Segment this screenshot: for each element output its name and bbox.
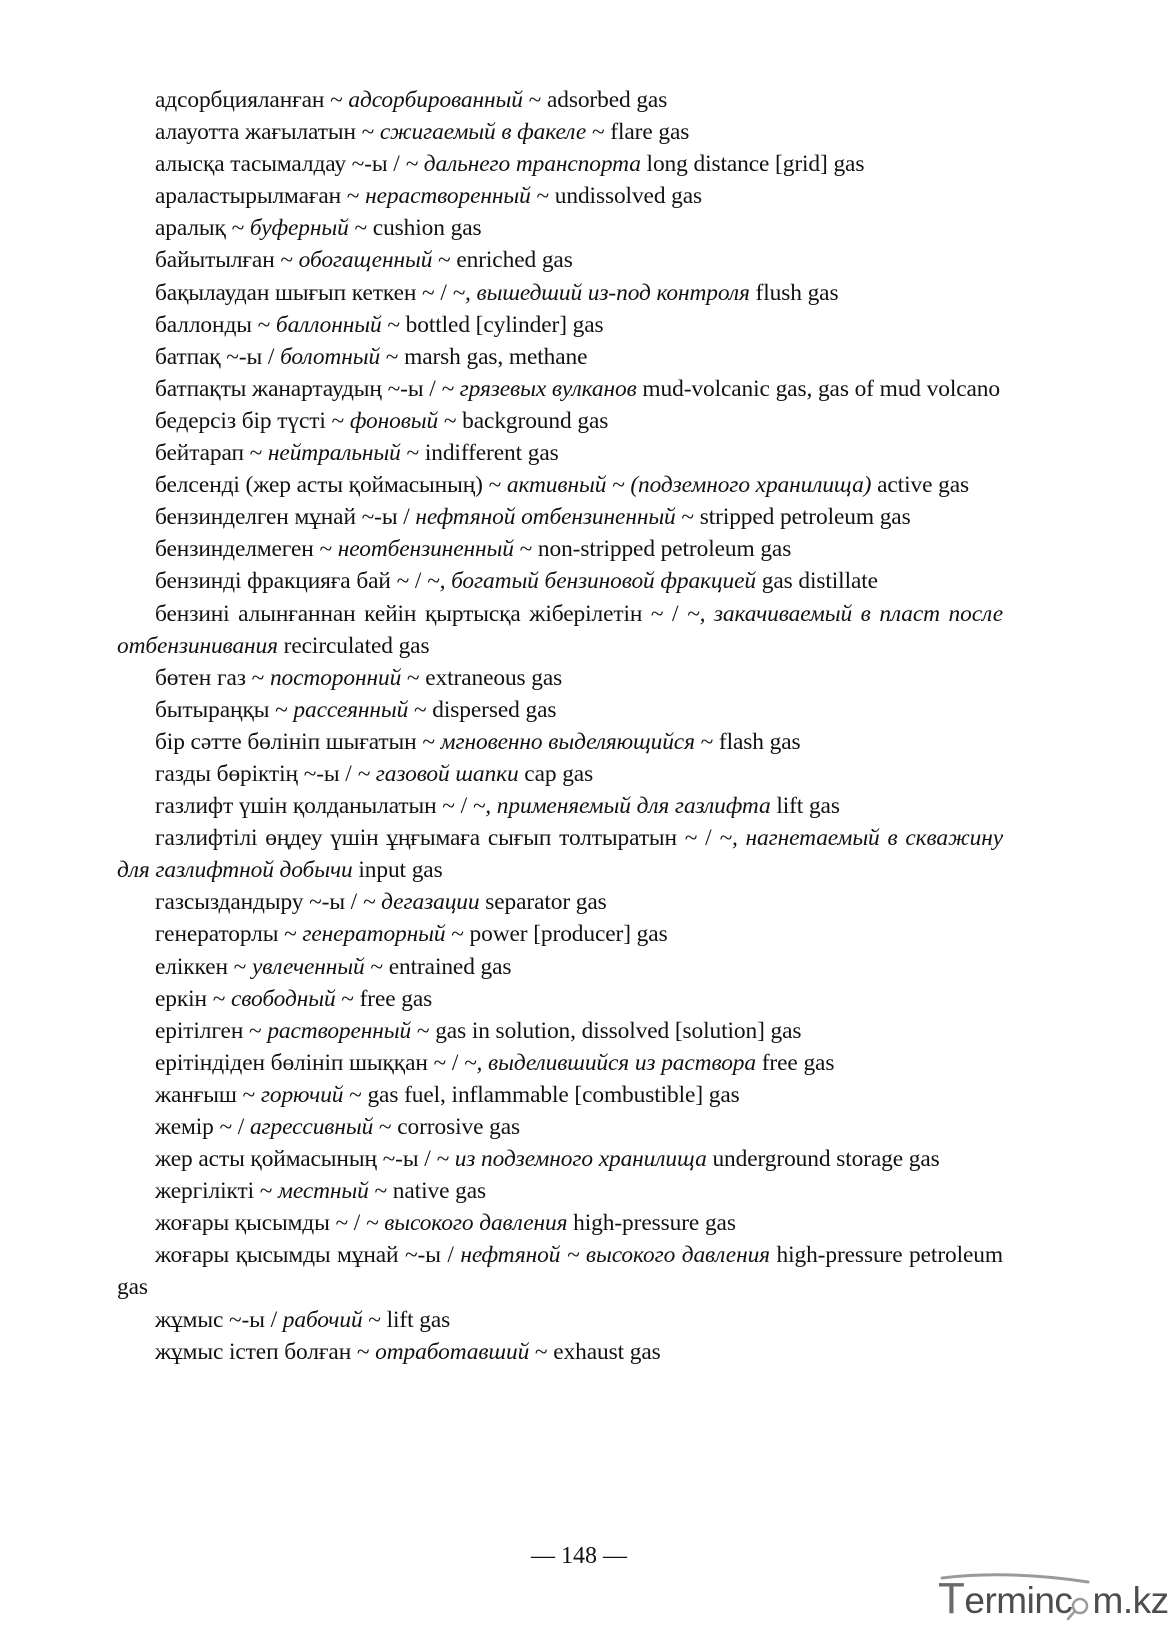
dictionary-entry <box>117 1111 1003 1143</box>
english-term: cap gas <box>518 760 594 787</box>
russian-term: нефтяной отбензиненный <box>415 504 676 531</box>
watermark-initial: T <box>938 1574 965 1623</box>
kazakh-term: адсорбцияланған ~ <box>155 87 349 113</box>
russian-term: увлеченный <box>251 953 365 980</box>
russian-term: нефтяной ~ высокого давления <box>460 1242 770 1269</box>
russian-term: ~ из подземного хранилища <box>436 1146 707 1173</box>
dictionary-entry <box>117 277 1003 309</box>
dictionary-entry <box>117 212 1003 244</box>
english-term: high-pressure petroleum gas <box>117 1242 1003 1301</box>
russian-term: агрессивный <box>249 1114 374 1140</box>
dictionary-entry <box>117 951 1003 983</box>
english-term: input gas <box>352 857 443 884</box>
english-term: ~ dispersed gas <box>408 696 557 723</box>
kazakh-term: жұмыс ~-ы / <box>155 1306 283 1333</box>
russian-term: посторонний <box>269 664 402 691</box>
english-term: high-pressure gas <box>567 1210 736 1237</box>
english-term: ~ flare gas <box>586 119 690 146</box>
page-number: — 148 — <box>531 1543 627 1569</box>
dictionary-entry <box>117 1304 1003 1336</box>
english-term: ~ extraneous gas <box>401 664 563 691</box>
english-term: ~ exhaust gas <box>529 1338 661 1365</box>
dictionary-entry <box>117 437 1003 469</box>
dictionary-entry <box>117 886 1003 918</box>
dictionary-entry <box>117 1207 1003 1239</box>
english-term: separator gas <box>479 889 607 916</box>
kazakh-term: газды бөріктің ~-ы / <box>155 760 358 787</box>
russian-term: неотбензиненный <box>337 536 514 563</box>
english-term: ~ entrained gas <box>364 953 512 980</box>
kazakh-term: бензинделген мұнай ~-ы / <box>155 504 416 531</box>
kazakh-term: жер асты қоймасының ~-ы / <box>155 1146 437 1173</box>
dictionary-entry <box>117 309 1003 341</box>
dictionary-entry <box>117 533 1003 565</box>
kazakh-term: еліккен ~ <box>155 953 252 980</box>
kazakh-term: жоғары қысымды ~ / <box>155 1210 366 1237</box>
english-term: ~ adsorbed gas <box>522 87 668 113</box>
kazakh-term: алысқа тасымалдау ~-ы / <box>155 151 406 178</box>
dictionary-entry <box>117 1239 1003 1303</box>
russian-term: ~ газовой шапки <box>357 760 519 787</box>
kazakh-term: жоғары қысымды мұнай ~-ы / <box>155 1242 461 1269</box>
kazakh-term: бөтен газ ~ <box>155 664 270 691</box>
kazakh-term: аралық ~ <box>155 215 250 242</box>
russian-term: ~, вышедший из-под контроля <box>452 279 750 306</box>
dictionary-entry <box>117 598 1003 662</box>
russian-term: болотный <box>280 343 381 370</box>
dictionary-entry <box>117 726 1003 758</box>
watermark-text: erminc <box>964 1580 1073 1621</box>
english-term: ~ stripped petroleum gas <box>675 504 911 531</box>
dictionary-entry <box>117 694 1003 726</box>
russian-term: ~, закачиваемый в пласт после отбензинивания <box>117 600 1003 659</box>
kazakh-term: ерітіндіден бөлініп шыққан ~ / <box>155 1049 464 1076</box>
english-term: ~ marsh gas, methane <box>380 343 588 370</box>
russian-term: горючий <box>260 1081 344 1108</box>
kazakh-term: еркін ~ <box>155 985 232 1012</box>
kazakh-term: бедерсіз бір түсті ~ <box>155 407 350 434</box>
russian-term: активный ~ (подземного хранилища) <box>506 472 872 499</box>
kazakh-term: баллонды ~ <box>155 311 276 338</box>
russian-term: нерастворенный <box>365 183 531 210</box>
russian-term: обогащенный <box>298 247 433 274</box>
kazakh-term: бензинделмеген ~ <box>155 536 338 563</box>
russian-term: свободный <box>231 985 336 1012</box>
kazakh-term: бақылаудан шығып кеткен ~ / <box>155 279 453 306</box>
russian-term: местный <box>278 1178 369 1205</box>
dictionary-entry <box>117 983 1003 1015</box>
dictionary-entry <box>117 341 1003 373</box>
english-term: ~ gas fuel, inflammable [combustible] gas <box>343 1081 740 1108</box>
english-term: flush gas <box>749 279 839 306</box>
kazakh-term: газлифтілі өңдеу үшін ұңғымаға сығып толтыратын ~ / <box>155 825 720 852</box>
kazakh-term: жанғыш ~ <box>155 1081 261 1108</box>
english-term: ~ corrosive gas <box>373 1114 520 1140</box>
kazakh-term: газсыздандыру ~-ы / <box>155 889 363 916</box>
russian-term: отработавший <box>375 1338 530 1365</box>
dictionary-entry <box>117 1175 1003 1207</box>
english-term: ~ bottled [cylinder] gas <box>381 311 604 338</box>
dictionary-entry <box>117 918 1003 950</box>
dictionary-entry <box>117 469 1003 501</box>
russian-term: ~, применяемый для газлифта <box>472 793 771 820</box>
english-term: gas distillate <box>756 568 878 595</box>
russian-term: рабочий <box>282 1306 363 1333</box>
english-term: ~ background gas <box>438 407 609 434</box>
russian-term: генераторный <box>302 921 446 948</box>
russian-term: мгновенно выделяющийся <box>440 728 695 755</box>
english-term: lift gas <box>770 793 840 820</box>
dictionary-entry <box>117 822 1003 886</box>
dictionary-entry <box>117 1015 1003 1047</box>
english-term: ~ non-stripped petroleum gas <box>513 536 792 563</box>
kazakh-term: алауотта жағылатын ~ <box>155 119 380 146</box>
dictionary-entry <box>117 116 1003 148</box>
english-term: ~ flash gas <box>694 728 801 755</box>
watermark-suffix: m.kz <box>1092 1580 1169 1621</box>
dictionary-entry <box>117 1079 1003 1111</box>
russian-term: ~ грязевых вулканов <box>441 375 637 402</box>
english-term: long distance [grid] gas <box>640 151 865 178</box>
kazakh-term: ерітілген ~ <box>155 1017 268 1044</box>
dictionary-entry <box>117 244 1003 276</box>
dictionary-entry <box>117 758 1003 790</box>
english-term: active gas <box>871 472 969 499</box>
dictionary-entries <box>117 84 1003 1368</box>
russian-term: ~ высокого давления <box>365 1210 568 1237</box>
english-term: underground storage gas <box>706 1146 940 1173</box>
russian-term: нейтральный <box>267 440 401 467</box>
dictionary-entry <box>117 1047 1003 1079</box>
english-term: ~ enriched gas <box>432 247 573 274</box>
russian-term: буферный <box>249 215 349 242</box>
russian-term: ~, богатый бензиновой фракцией <box>427 568 756 595</box>
kazakh-term: газлифт үшін қолданылатын ~ / <box>155 793 473 820</box>
dictionary-entry <box>117 84 1003 116</box>
russian-term: ~ дальнего транспорта <box>405 151 641 178</box>
russian-term: фоновый <box>349 407 439 434</box>
kazakh-term: бейтарап ~ <box>155 440 268 467</box>
dictionary-entry <box>117 790 1003 822</box>
dictionary-entry <box>117 148 1003 180</box>
kazakh-term: батпақты жанартаудың ~-ы / <box>155 375 442 402</box>
english-term: ~ indifferent gas <box>400 440 559 467</box>
dictionary-entry <box>117 501 1003 533</box>
kazakh-term: жемір ~ / <box>155 1114 250 1140</box>
kazakh-term: батпақ ~-ы / <box>155 343 281 370</box>
kazakh-term: генераторлы ~ <box>155 921 303 948</box>
english-term: ~ free gas <box>335 985 433 1012</box>
dictionary-entry <box>117 1143 1003 1175</box>
russian-term: растворенный <box>267 1017 412 1044</box>
kazakh-term: жергілікті ~ <box>155 1178 279 1205</box>
kazakh-term: жұмыс істеп болған ~ <box>155 1338 376 1365</box>
dictionary-entry <box>117 373 1003 405</box>
termincom-watermark <box>938 1572 1169 1628</box>
english-term: ~ undissolved gas <box>530 183 703 210</box>
english-term: mud-volcanic gas, gas of mud volcano <box>636 375 1000 402</box>
english-term: ~ gas in solution, dissolved [solution] gas <box>411 1017 802 1044</box>
russian-term: баллонный <box>275 311 382 338</box>
watermark-magnifier <box>1072 1580 1092 1621</box>
english-term: ~ power [producer] gas <box>445 921 668 948</box>
english-term: ~ native gas <box>368 1178 486 1205</box>
russian-term: адсорбированный <box>348 87 523 113</box>
kazakh-term: бензинді фракцияға бай ~ / <box>155 568 428 595</box>
dictionary-entry <box>117 180 1003 212</box>
dictionary-entry <box>117 405 1003 437</box>
kazakh-term: бытыраңқы ~ <box>155 696 294 723</box>
russian-term: рассеянный <box>293 696 409 723</box>
russian-term: сжигаемый в факеле <box>379 119 587 146</box>
dictionary-entry <box>117 1336 1003 1368</box>
english-term: ~ cushion gas <box>348 215 482 242</box>
russian-term: ~, выделившийся из раствора <box>463 1049 756 1076</box>
kazakh-term: бір сәтте бөлініп шығатын ~ <box>155 728 441 755</box>
kazakh-term: араластырылмаған ~ <box>155 183 366 210</box>
kazakh-term: белсенді (жер асты қоймасының) ~ <box>155 472 507 499</box>
english-term: recirculated gas <box>277 632 430 659</box>
dictionary-entry <box>117 662 1003 694</box>
dictionary-entry <box>117 565 1003 597</box>
russian-term: ~, нагнетаемый в скважину для газлифтной добычи <box>117 825 1003 884</box>
kazakh-term: байытылған ~ <box>155 247 299 274</box>
kazakh-term: бензині алынғаннан кейін қыртысқа жіберілетін ~ / <box>155 600 688 627</box>
russian-term: ~ дегазации <box>362 889 480 916</box>
english-term: free gas <box>756 1049 835 1076</box>
english-term: ~ lift gas <box>362 1306 451 1333</box>
